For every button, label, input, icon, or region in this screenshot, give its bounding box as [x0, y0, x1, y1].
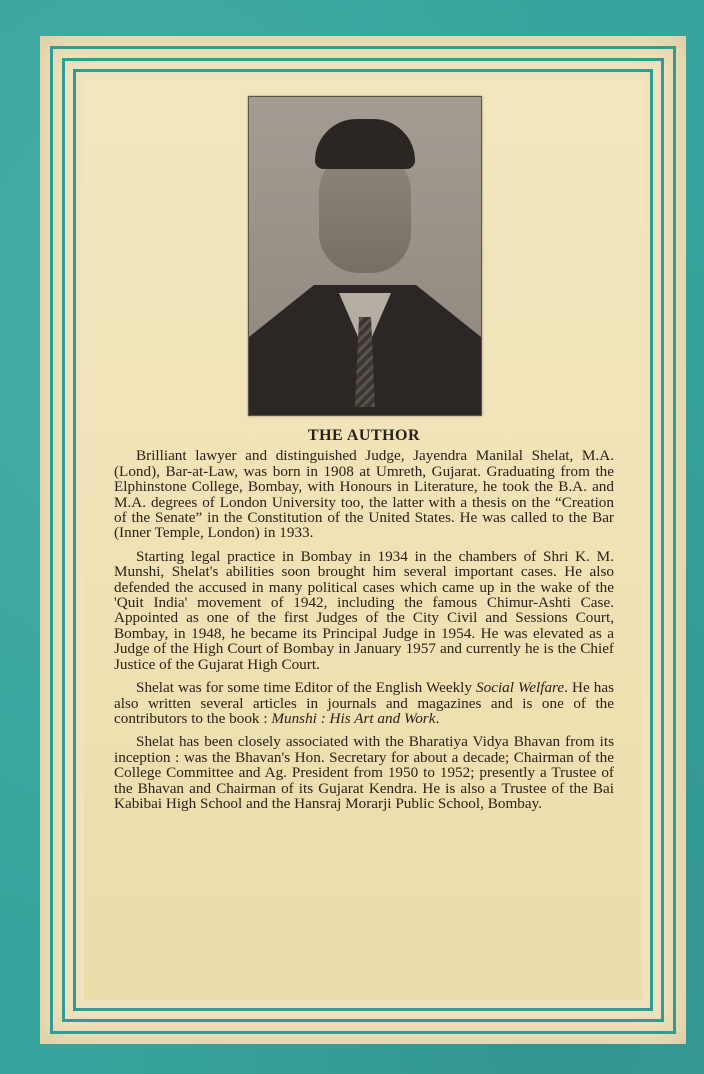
bio-paragraph-4: Shelat has been closely associated with the Bharatiya Vidya Bhavan from its inception : was the Bhavan's Hon. Secretary for about a decade; Chairman of the College Committee and Ag. President from 1950 to 1952; presently a Trustee of the Bhavan and Chairman of its Gujarat Kendra. He is also a Trustee of the Bai Kabibai High School and the Hansraj Morarji Public School, Bombay. — [114, 733, 614, 812]
para3-mid: . He has also written several articles in journals and magazines and is one of the contributors to the book : — [114, 679, 614, 727]
publication-title-social-welfare: Social Welfare — [476, 679, 565, 697]
bio-paragraph-2: Starting legal practice in Bombay in 1934 in the chambers of Shri K. M. Munshi, Shelat's abilities soon brought him several important cases. He also defended the accused in many political cases which came up in the wake of the 'Quit India' movement of 1942, including the famous Chimur-Ashti Case. Appointed as one of the first Judges of the City Civil and Sessions Court, Bombay, in 1948, he became its Principal Judge in 1954. He was elevated as a Judge of the High Court of Bombay in January 1957 and currently he is the Chief Justice of the Gujarat High Court. — [114, 547, 614, 673]
para3-post: . — [435, 709, 440, 727]
section-heading: THE AUTHOR — [307, 427, 421, 444]
bio-paragraph-3 — [114, 680, 614, 726]
author-portrait — [248, 96, 482, 416]
book-title-munshi: Munshi : His Art and Work — [271, 709, 436, 727]
bio-paragraph-1: Brilliant lawyer and distinguished Judge, Jayendra Manilal Shelat, M.A. (Lond), Bar-at-Law, was born in 1908 at Umreth, Gujarat. Graduating from the Elphinstone College, Bombay, with Honours in Literature, he took the B.A. and M.A. degrees of London University too, the latter with a thesis on the “Creation of the Senate” in the Constitution of the United States. He was called to the Bar (Inner Temple, London) in 1933. — [114, 447, 614, 542]
para3-pre: Shelat was for some time Editor of the English Weekly — [136, 679, 477, 697]
author-bio — [114, 428, 614, 819]
portrait-hair — [315, 119, 415, 169]
cream-frame — [40, 36, 686, 1044]
